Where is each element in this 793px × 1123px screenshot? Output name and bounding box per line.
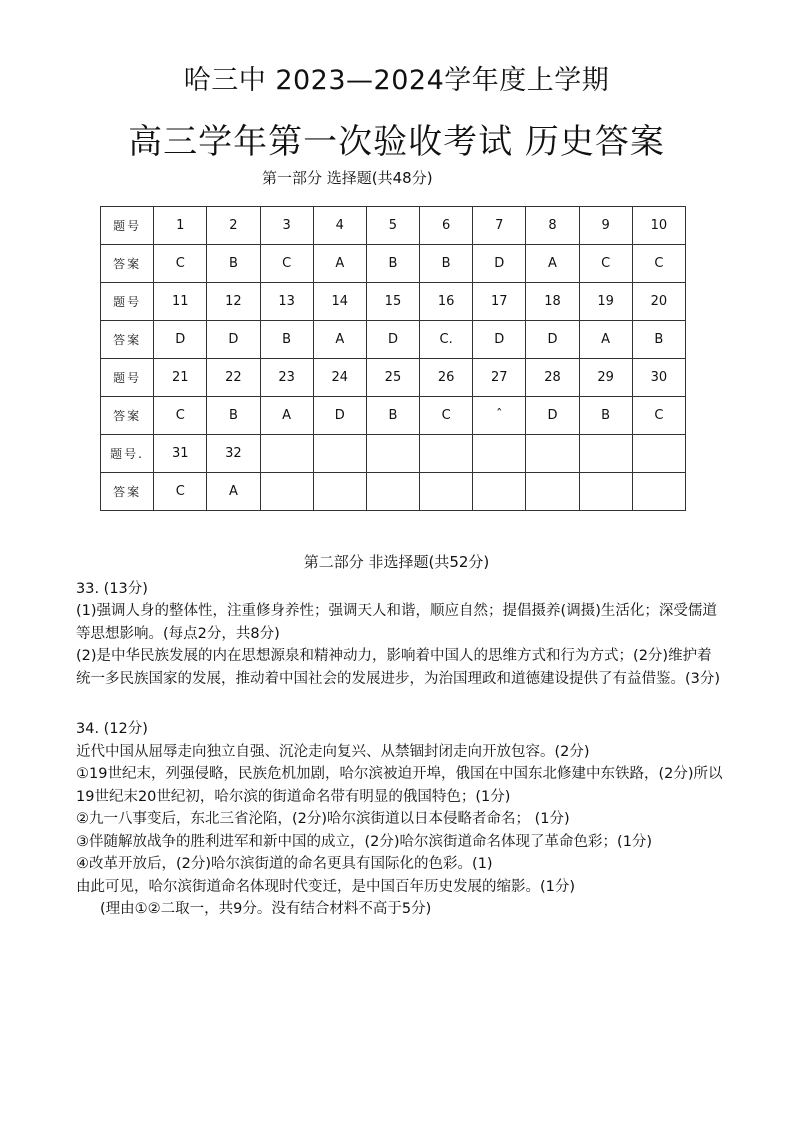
part1-title: 第一部分 选择题(共48分) [262,169,433,187]
table-row [101,245,686,283]
table-cell [366,473,419,511]
table-cell: 5 [366,207,419,245]
table-cell [366,435,419,473]
table-cell: 7 [473,207,526,245]
table-row-label: 题号 [101,359,154,397]
table-cell: 4 [313,207,366,245]
exam-header-line2: 高三学年第一次验收考试 历史答案 [128,122,665,162]
answer-content [76,578,726,921]
table-cell: 27 [473,359,526,397]
table-cell: B [579,397,632,435]
table-cell: D [154,321,207,359]
table-cell [632,435,685,473]
table-row-label: 答案 [101,321,154,359]
table-cell [473,435,526,473]
table-cell: 29 [579,359,632,397]
table-cell: A [313,321,366,359]
table-cell: 24 [313,359,366,397]
table-cell [260,435,313,473]
table-cell [526,473,579,511]
table-cell: A [260,397,313,435]
table-cell: B [366,245,419,283]
table-cell: B [207,397,260,435]
table-cell: 16 [420,283,473,321]
q33-heading: 33. (13分) [76,581,148,597]
table-row-label: 题号 [101,207,154,245]
table-cell: A [207,473,260,511]
q33-answer-2: (2)是中华民族发展的内在思想源泉和精神动力，影响着中国人的思维方式和行为方式；(2分)维护着统一多民族国家的发展，推动着中国社会的发展进步，为治国理政和道德建设提供了有益借鉴。(3分) [76,648,721,687]
table-row-label: 题号 [101,283,154,321]
q34-scoring-note: (理由①②二取一，共9分。没有结合材料不高于5分) [100,901,432,918]
q34-conclusion: 由此可见，哈尔滨街道命名体现时代变迁，是中国百年历史发展的缩影。(1分) [76,878,576,895]
table-cell: 28 [526,359,579,397]
table-cell: 2 [207,207,260,245]
table-cell: D [207,321,260,359]
table-cell [526,435,579,473]
table-cell: C [154,473,207,511]
table-cell: C [579,245,632,283]
table-cell: B [366,397,419,435]
table-cell: 22 [207,359,260,397]
table-row-label: 答案 [101,245,154,283]
table-cell: B [632,321,685,359]
table-cell: D [473,321,526,359]
table-row [101,283,686,321]
table-cell [632,473,685,511]
table-cell: 3 [260,207,313,245]
table-cell [313,473,366,511]
table-row [101,359,686,397]
table-row-label: 答案 [101,397,154,435]
table-cell: C [154,245,207,283]
table-cell: D [526,397,579,435]
table-cell: A [579,321,632,359]
q34-heading: 34. (12分) [76,721,148,738]
table-cell: C [632,397,685,435]
table-cell: 13 [260,283,313,321]
table-cell: 31 [154,435,207,473]
table-cell: D [366,321,419,359]
q34-answer-4: ④改革开放后，(2分)哈尔滨街道的命名更具有国际化的色彩。(1) [76,856,493,873]
table-cell: 15 [366,283,419,321]
q34-answer-1: ①19世纪末，列强侵略，民族危机加剧，哈尔滨被迫开埠，俄国在中国东北修建中东铁路，(2分)所以19世纪末20世纪初，哈尔滨的街道命名带有明显的俄国特色；(1分) [76,766,723,805]
table-row [101,321,686,359]
table-cell [420,473,473,511]
table-cell: 8 [526,207,579,245]
table-cell: 21 [154,359,207,397]
table-cell: C [260,245,313,283]
table-cell: 18 [526,283,579,321]
table-cell [260,473,313,511]
table-cell: 19 [579,283,632,321]
q34-answer-3: ③伴随解放战争的胜利进军和新中国的成立，(2分)哈尔滨街道命名体现了革命色彩；(1分) [76,833,653,850]
part2-title: 第二部分 非选择题(共52分) [303,553,490,571]
q34-answer-2: ②九一八事变后，东北三省沦陷，(2分)哈尔滨街道以日本侵略者命名； (1分) [76,811,570,828]
answer-table [100,206,686,511]
table-cell: C [420,397,473,435]
table-cell: 23 [260,359,313,397]
table-cell: A [526,245,579,283]
table-cell: 17 [473,283,526,321]
table-cell: 30 [632,359,685,397]
table-row [101,435,686,473]
table-cell: 26 [420,359,473,397]
table-cell: A [313,245,366,283]
table-cell [473,473,526,511]
table-row-label: 答案 [101,473,154,511]
table-cell: C. [420,321,473,359]
table-cell: 11 [154,283,207,321]
table-cell: C [632,245,685,283]
table-cell [420,435,473,473]
table-cell: ˆ [473,397,526,435]
table-row-label: 题号. [101,435,154,473]
table-row [101,397,686,435]
table-cell: 32 [207,435,260,473]
table-row [101,207,686,245]
q34-answer-intro: 近代中国从屈辱走向独立自强、沉沦走向复兴、从禁锢封闭走向开放包容。(2分) [76,743,590,760]
table-cell [579,473,632,511]
table-cell: 12 [207,283,260,321]
table-cell: C [154,397,207,435]
table-cell: 6 [420,207,473,245]
q33-answer-1: (1)强调人身的整体性，注重修身养性；强调天人和谐，顺应自然；提倡摄养(调摄)生活化；深受儒道等思想影响。(每点2分，共8分) [76,603,717,642]
table-cell: D [313,397,366,435]
table-cell: B [260,321,313,359]
table-cell: 1 [154,207,207,245]
table-cell [313,435,366,473]
table-cell: 9 [579,207,632,245]
table-cell: 25 [366,359,419,397]
table-cell: D [473,245,526,283]
table-cell: B [420,245,473,283]
table-cell: 20 [632,283,685,321]
table-cell [579,435,632,473]
exam-header-line1: 哈三中 2023—2024学年度上学期 [183,65,610,96]
table-cell: 14 [313,283,366,321]
spacer [76,690,726,718]
table-cell: B [207,245,260,283]
table-cell: D [526,321,579,359]
table-cell: 10 [632,207,685,245]
table-row [101,473,686,511]
